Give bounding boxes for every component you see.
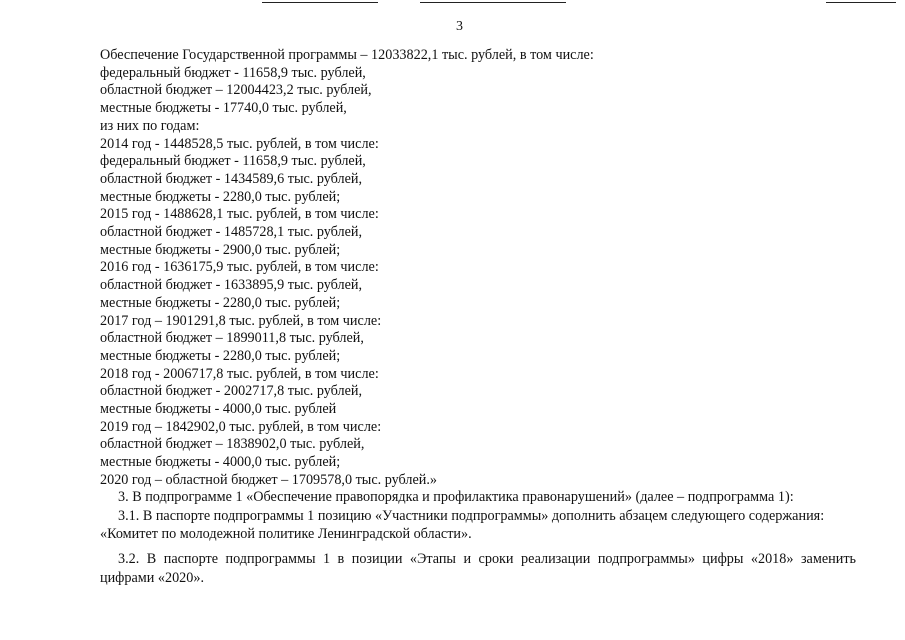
budget-line: местные бюджеты - 2280,0 тыс. рублей; [100,294,341,311]
budget-line: Обеспечение Государственной программы – 12033822,1 тыс. рублей, в том числе: [100,47,594,63]
top-edge-rule [826,2,896,3]
budget-line: местные бюджеты - 2280,0 тыс. рублей; [100,347,341,364]
budget-line: областной бюджет – 12004423,2 тыс. рублей, [100,82,372,99]
budget-line: областной бюджет - 1434589,6 тыс. рублей, [100,170,363,187]
budget-line: 2015 год - 1488628,1 тыс. рублей, в том числе: [100,206,379,223]
budget-line: 2017 год – 1901291,8 тыс. рублей, в том числе: [100,312,382,329]
budget-line: местные бюджеты - 17740,0 тыс. рублей, [100,100,347,117]
page-number: 3 [456,19,463,34]
budget-line: местные бюджеты - 4000,0 тыс. рублей; [100,454,341,471]
budget-line: из них по годам: [100,117,200,134]
amendment-item-3-1-quote: «Комитет по молодежной политике Ленинградской области». [100,526,472,542]
top-edge-rule [420,2,566,3]
budget-line: 2018 год - 2006717,8 тыс. рублей, в том числе: [100,365,379,382]
budget-line: областной бюджет – 1838902,0 тыс. рублей, [100,436,365,453]
budget-line: федеральный бюджет - 11658,9 тыс. рублей, [100,64,366,81]
budget-line: областной бюджет - 2002717,8 тыс. рублей, [100,383,363,400]
amendment-item-3-1: 3.1. В паспорте подпрограммы 1 позицию «Участники подпрограммы» дополнить абзацем следующего содержания: [118,507,825,524]
amendment-item-3-2: 3.2. В паспорте подпрограммы 1 в позиции «Этапы и сроки реализации подпрограммы» цифры «2018» заменить [118,551,856,567]
budget-line: 2020 год – областной бюджет – 1709578,0 тыс. рублей.» [100,471,438,488]
amendment-item-3: 3. В подпрограмме 1 «Обеспечение правопорядка и профилактика правонарушений» (далее – подпрограмма 1): [118,489,794,505]
budget-line: федеральный бюджет - 11658,9 тыс. рублей, [100,153,366,170]
budget-line: 2019 год – 1842902,0 тыс. рублей, в том числе: [100,418,382,435]
budget-line: местные бюджеты - 2280,0 тыс. рублей; [100,188,341,205]
budget-line: местные бюджеты - 4000,0 тыс. рублей [100,401,337,418]
budget-line: местные бюджеты - 2900,0 тыс. рублей; [100,241,341,258]
budget-line: 2014 год - 1448528,5 тыс. рублей, в том числе: [100,135,379,152]
top-edge-rule [262,2,378,3]
budget-line: областной бюджет - 1485728,1 тыс. рублей, [100,224,363,241]
budget-line: областной бюджет - 1633895,9 тыс. рублей, [100,277,363,294]
budget-line: областной бюджет – 1899011,8 тыс. рублей, [100,330,364,347]
budget-line: 2016 год - 1636175,9 тыс. рублей, в том числе: [100,259,379,276]
amendment-item-3-2-continuation: цифрами «2020». [100,569,204,586]
budget-funding-list [100,47,594,490]
